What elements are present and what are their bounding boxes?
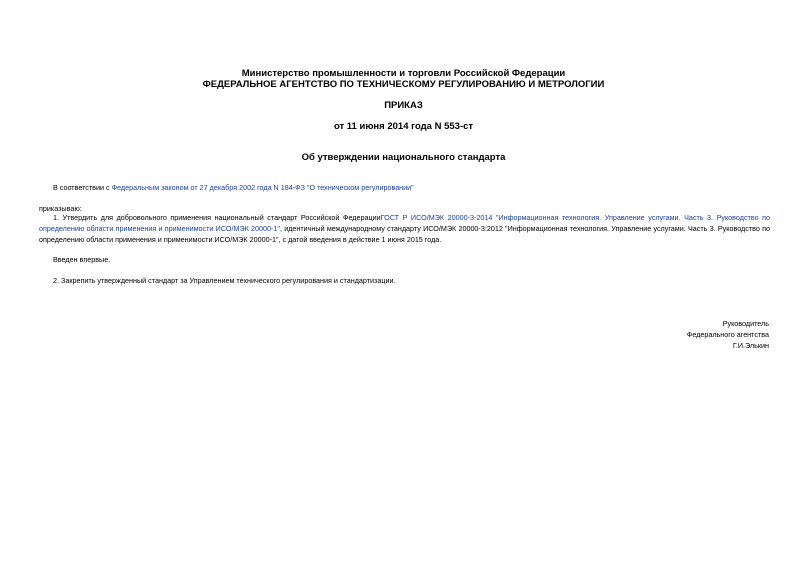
- signature-name: Г.И.Элькин: [732, 341, 769, 350]
- document-type: ПРИКАЗ: [384, 100, 423, 111]
- item1-line2: [39, 224, 770, 234]
- signature-position-1: Руководитель: [722, 319, 769, 328]
- document-title: Об утверждении национального стандарта: [301, 152, 506, 163]
- preamble-prefix: В соответствии с: [53, 183, 112, 192]
- item1-line2-text: , идентичный международному стандарту ИСО/МЭК 20000-3:2012 "Информационная технология. Управление услугами. Часть 3. Руководство по: [279, 224, 771, 233]
- item2: 2. Закрепить утвержденный стандарт за Управлением технического регулирования и стандартизации.: [53, 276, 396, 285]
- order-word: приказываю:: [39, 204, 82, 213]
- item1-line3: определению области применения и применимости ИСО/МЭК 20000-1", с датой введения в действие 1 июня 2015 года.: [39, 235, 442, 244]
- gost-standard-link[interactable]: ГОСТ Р ИСО/МЭК 20000-3-2014 "Информационная технология. Управление услугами. Часть 3. Руководство по: [380, 213, 770, 222]
- item1-prefix: 1. Утвердить для добровольного применения национальный стандарт Российской Федерации: [53, 213, 381, 222]
- ministry-name: Министерство промышленности и торговли Российской Федерации: [241, 68, 566, 79]
- introduced-note: Введен впервые.: [53, 255, 111, 264]
- agency-name: ФЕДЕРАЛЬНОЕ АГЕНТСТВО ПО ТЕХНИЧЕСКОМУ РЕГУЛИРОВАНИЮ И МЕТРОЛОГИИ: [202, 79, 605, 90]
- gost-standard-link-continued[interactable]: определению области применения и применимости ИСО/МЭК 20000-1": [39, 224, 280, 233]
- signature-position-2: Федерального агентства: [686, 330, 769, 339]
- document-date-number: от 11 июня 2014 года N 553-ст: [333, 121, 474, 132]
- item1-line1: [39, 213, 770, 223]
- federal-law-link[interactable]: Федеральным законом от 27 декабря 2002 года N 184-ФЗ "О техническом регулировании": [111, 183, 414, 192]
- preamble: [53, 183, 414, 193]
